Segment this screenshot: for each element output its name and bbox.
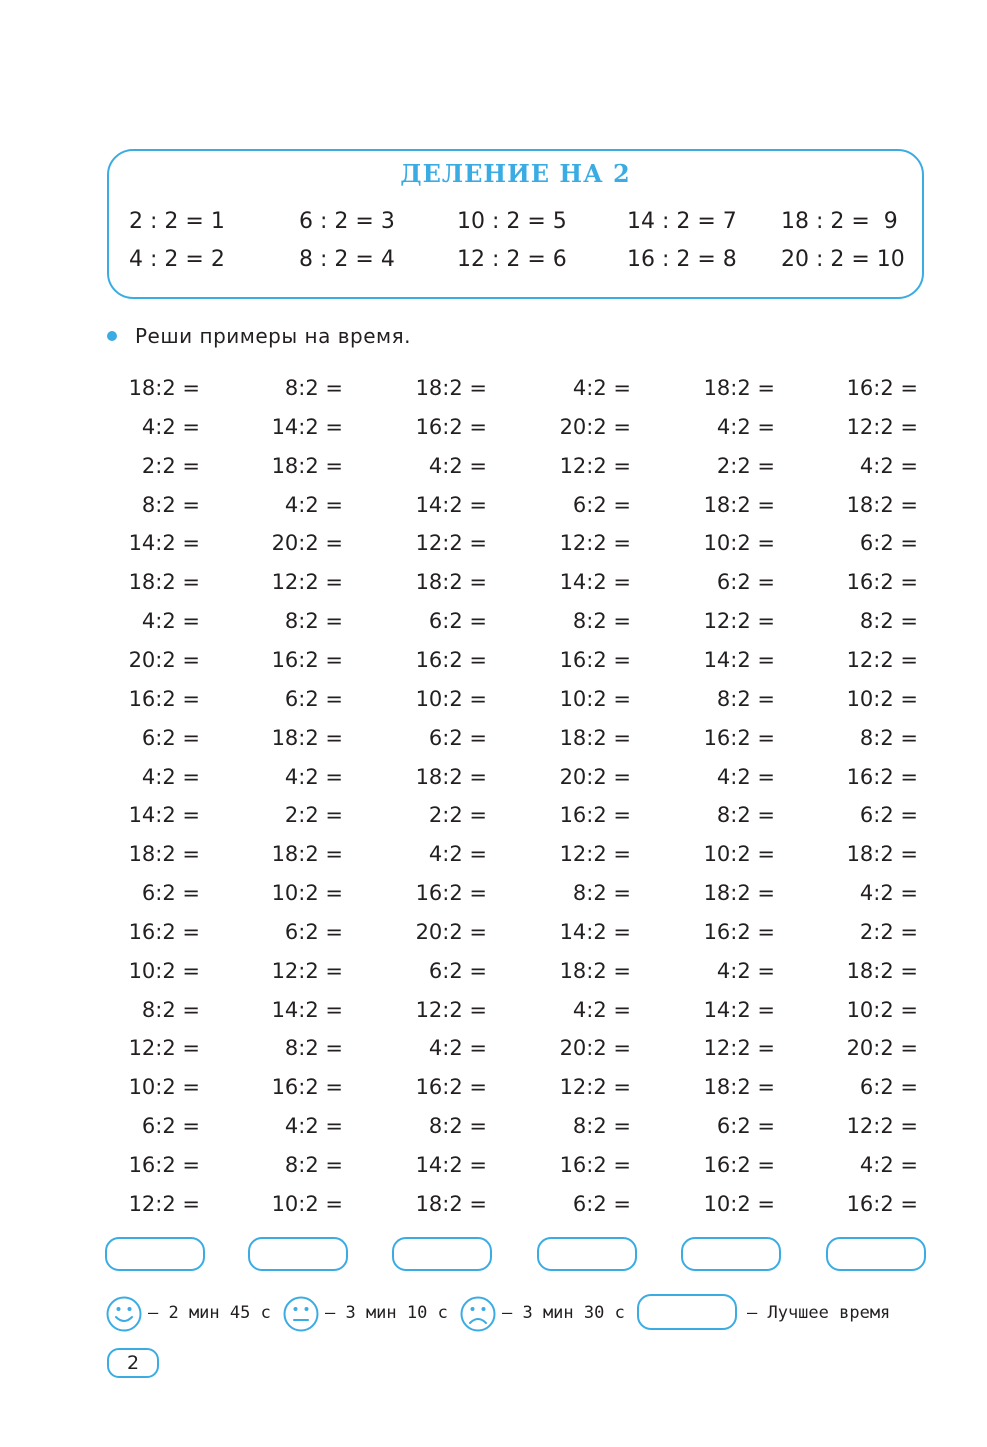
- exercise-item: 12:2 =: [271, 570, 343, 594]
- exercise-item: 18:2 =: [128, 570, 200, 594]
- answer-box-2[interactable]: [248, 1237, 348, 1271]
- reference-grid: [109, 151, 922, 297]
- exercise-item: 4:2 =: [141, 415, 200, 439]
- exercise-item: 12:2 =: [128, 1192, 200, 1216]
- exercise-item: 6:2 =: [284, 687, 343, 711]
- exercise-item: 6:2 =: [572, 493, 631, 517]
- exercise-item: 16:2 =: [703, 920, 775, 944]
- reference-table: [107, 149, 924, 299]
- exercise-item: 18:2 =: [703, 493, 775, 517]
- exercise-item: 16:2 =: [703, 726, 775, 750]
- exercise-item: 2:2 =: [284, 803, 343, 827]
- exercise-item: 4:2 =: [859, 1153, 918, 1177]
- exercise-item: 8:2 =: [859, 726, 918, 750]
- answer-box-5[interactable]: [681, 1237, 781, 1271]
- exercise-item: 6:2 =: [141, 881, 200, 905]
- answer-box-1[interactable]: [105, 1237, 205, 1271]
- exercise-item: 2:2 =: [716, 454, 775, 478]
- exercise-item: 6:2 =: [859, 803, 918, 827]
- instruction: [107, 324, 411, 348]
- exercise-item: 6:2 =: [141, 1114, 200, 1138]
- exercise-item: 10:2 =: [846, 998, 918, 1022]
- exercise-item: 20:2 =: [271, 531, 343, 555]
- exercise-item: 4:2 =: [572, 376, 631, 400]
- reference-fact: 18 : 2 = 9: [781, 209, 898, 234]
- answer-box-3[interactable]: [392, 1237, 492, 1271]
- exercise-item: 6:2 =: [716, 570, 775, 594]
- exercise-item: 8:2 =: [284, 1153, 343, 1177]
- exercise-item: 8:2 =: [572, 609, 631, 633]
- exercise-item: 12:2 =: [846, 1114, 918, 1138]
- exercise-item: 8:2 =: [141, 998, 200, 1022]
- exercise-item: 4:2 =: [428, 454, 487, 478]
- exercise-item: 8:2 =: [284, 1036, 343, 1060]
- exercise-item: 16:2 =: [846, 376, 918, 400]
- exercise-item: 18:2 =: [415, 376, 487, 400]
- reference-fact: 10 : 2 = 5: [457, 209, 567, 234]
- exercise-item: 16:2 =: [559, 648, 631, 672]
- exercise-item: 14:2 =: [559, 570, 631, 594]
- exercise-item: 20:2 =: [559, 415, 631, 439]
- exercise-item: 4:2 =: [141, 765, 200, 789]
- exercise-item: 14:2 =: [415, 493, 487, 517]
- exercise-item: 16:2 =: [415, 648, 487, 672]
- exercise-item: 6:2 =: [428, 726, 487, 750]
- exercise-item: 12:2 =: [559, 842, 631, 866]
- exercise-item: 18:2 =: [128, 842, 200, 866]
- exercise-item: 16:2 =: [271, 1075, 343, 1099]
- reference-fact: 2 : 2 = 1: [129, 209, 225, 234]
- exercise-item: 16:2 =: [846, 570, 918, 594]
- exercise-item: 16:2 =: [128, 1153, 200, 1177]
- exercise-item: 18:2 =: [846, 959, 918, 983]
- exercise-item: 10:2 =: [128, 959, 200, 983]
- exercise-item: 10:2 =: [703, 1192, 775, 1216]
- exercise-item: 10:2 =: [703, 842, 775, 866]
- exercise-item: 16:2 =: [559, 803, 631, 827]
- exercise-item: 14:2 =: [128, 531, 200, 555]
- exercise-item: 12:2 =: [128, 1036, 200, 1060]
- answer-box-6[interactable]: [826, 1237, 926, 1271]
- exercise-item: 12:2 =: [559, 454, 631, 478]
- exercise-item: 8:2 =: [284, 376, 343, 400]
- exercise-item: 8:2 =: [716, 803, 775, 827]
- exercise-item: 14:2 =: [128, 803, 200, 827]
- smiley-neutral-icon: [283, 1296, 319, 1332]
- exercise-item: 6:2 =: [716, 1114, 775, 1138]
- exercise-item: 16:2 =: [415, 881, 487, 905]
- exercise-item: 4:2 =: [428, 1036, 487, 1060]
- reference-fact: 6 : 2 = 3: [299, 209, 395, 234]
- exercise-item: 4:2 =: [141, 609, 200, 633]
- exercise-item: 20:2 =: [559, 1036, 631, 1060]
- bullet-icon: [107, 331, 117, 341]
- exercise-item: 2:2 =: [141, 454, 200, 478]
- exercise-item: 4:2 =: [572, 998, 631, 1022]
- exercise-item: 20:2 =: [128, 648, 200, 672]
- exercise-item: 18:2 =: [271, 726, 343, 750]
- exercise-item: 16:2 =: [128, 920, 200, 944]
- exercise-item: 12:2 =: [271, 959, 343, 983]
- exercise-item: 4:2 =: [284, 493, 343, 517]
- exercise-item: 14:2 =: [415, 1153, 487, 1177]
- smiley-happy-icon: [106, 1296, 142, 1332]
- exercise-item: 18:2 =: [271, 842, 343, 866]
- reference-fact: 4 : 2 = 2: [129, 247, 225, 272]
- exercise-item: 16:2 =: [415, 415, 487, 439]
- exercise-item: 10:2 =: [559, 687, 631, 711]
- exercise-item: 8:2 =: [141, 493, 200, 517]
- exercise-item: 18:2 =: [846, 842, 918, 866]
- exercise-item: 18:2 =: [846, 493, 918, 517]
- exercise-item: 6:2 =: [428, 609, 487, 633]
- exercise-item: 10:2 =: [846, 687, 918, 711]
- exercise-item: 14:2 =: [703, 648, 775, 672]
- exercise-item: 16:2 =: [703, 1153, 775, 1177]
- exercise-item: 10:2 =: [128, 1075, 200, 1099]
- exercise-item: 16:2 =: [415, 1075, 487, 1099]
- page-number: 2: [107, 1348, 159, 1378]
- exercise-item: 16:2 =: [271, 648, 343, 672]
- exercise-item: 4:2 =: [859, 881, 918, 905]
- exercise-item: 14:2 =: [703, 998, 775, 1022]
- exercise-item: 18:2 =: [703, 881, 775, 905]
- smiley-sad-icon: [460, 1296, 496, 1332]
- exercise-item: 12:2 =: [415, 998, 487, 1022]
- exercise-item: 8:2 =: [859, 609, 918, 633]
- reference-fact: 8 : 2 = 4: [299, 247, 395, 272]
- best-time-label: — Лучшее время: [747, 1303, 891, 1323]
- exercise-item: 16:2 =: [846, 1192, 918, 1216]
- exercise-item: 18:2 =: [271, 454, 343, 478]
- exercise-item: 18:2 =: [559, 959, 631, 983]
- exercise-item: 8:2 =: [428, 1114, 487, 1138]
- exercise-item: 8:2 =: [284, 609, 343, 633]
- legend-neutral-time: — 3 мин 10 с: [325, 1303, 448, 1323]
- exercise-item: 8:2 =: [572, 1114, 631, 1138]
- exercise-item: 4:2 =: [716, 415, 775, 439]
- exercise-item: 18:2 =: [703, 1075, 775, 1099]
- exercise-item: 6:2 =: [859, 1075, 918, 1099]
- exercise-item: 12:2 =: [703, 609, 775, 633]
- reference-fact: 12 : 2 = 6: [457, 247, 567, 272]
- exercise-item: 4:2 =: [716, 959, 775, 983]
- exercise-item: 10:2 =: [271, 881, 343, 905]
- exercise-item: 12:2 =: [559, 531, 631, 555]
- legend-sad-time: — 3 мин 30 с: [502, 1303, 625, 1323]
- exercise-item: 12:2 =: [846, 415, 918, 439]
- exercise-item: 18:2 =: [415, 1192, 487, 1216]
- exercise-item: 14:2 =: [271, 415, 343, 439]
- instruction-text: Реши примеры на время.: [135, 324, 411, 348]
- exercise-item: 6:2 =: [572, 1192, 631, 1216]
- exercise-item: 4:2 =: [859, 454, 918, 478]
- reference-fact: 14 : 2 = 7: [627, 209, 737, 234]
- exercise-item: 16:2 =: [128, 687, 200, 711]
- exercise-item: 18:2 =: [415, 765, 487, 789]
- reference-title: ДЕЛЕНИЕ НА 2: [400, 159, 631, 188]
- exercise-item: 20:2 =: [415, 920, 487, 944]
- exercise-item: 18:2 =: [415, 570, 487, 594]
- exercise-item: 10:2 =: [703, 531, 775, 555]
- exercise-item: 12:2 =: [415, 531, 487, 555]
- answer-box-4[interactable]: [537, 1237, 637, 1271]
- reference-fact: 16 : 2 = 8: [627, 247, 737, 272]
- exercise-item: 4:2 =: [284, 1114, 343, 1138]
- legend-happy-time: — 2 мин 45 с: [148, 1303, 271, 1323]
- exercise-item: 4:2 =: [716, 765, 775, 789]
- exercise-item: 6:2 =: [284, 920, 343, 944]
- exercise-item: 20:2 =: [559, 765, 631, 789]
- exercise-item: 12:2 =: [559, 1075, 631, 1099]
- exercise-item: 12:2 =: [703, 1036, 775, 1060]
- exercise-item: 20:2 =: [846, 1036, 918, 1060]
- exercise-item: 6:2 =: [428, 959, 487, 983]
- exercise-item: 4:2 =: [428, 842, 487, 866]
- exercise-item: 12:2 =: [846, 648, 918, 672]
- exercise-item: 14:2 =: [559, 920, 631, 944]
- exercise-item: 4:2 =: [284, 765, 343, 789]
- exercise-item: 2:2 =: [859, 920, 918, 944]
- exercise-item: 6:2 =: [859, 531, 918, 555]
- exercise-item: 2:2 =: [428, 803, 487, 827]
- best-time-box[interactable]: [637, 1294, 737, 1330]
- exercise-item: 14:2 =: [271, 998, 343, 1022]
- exercise-item: 16:2 =: [846, 765, 918, 789]
- exercise-item: 10:2 =: [271, 1192, 343, 1216]
- exercise-item: 18:2 =: [703, 376, 775, 400]
- exercise-item: 8:2 =: [572, 881, 631, 905]
- time-legend: [0, 1292, 987, 1336]
- exercise-item: 6:2 =: [141, 726, 200, 750]
- exercise-item: 10:2 =: [415, 687, 487, 711]
- exercise-item: 18:2 =: [128, 376, 200, 400]
- exercise-item: 18:2 =: [559, 726, 631, 750]
- exercise-item: 8:2 =: [716, 687, 775, 711]
- exercise-item: 16:2 =: [559, 1153, 631, 1177]
- reference-fact: 20 : 2 = 10: [781, 247, 905, 272]
